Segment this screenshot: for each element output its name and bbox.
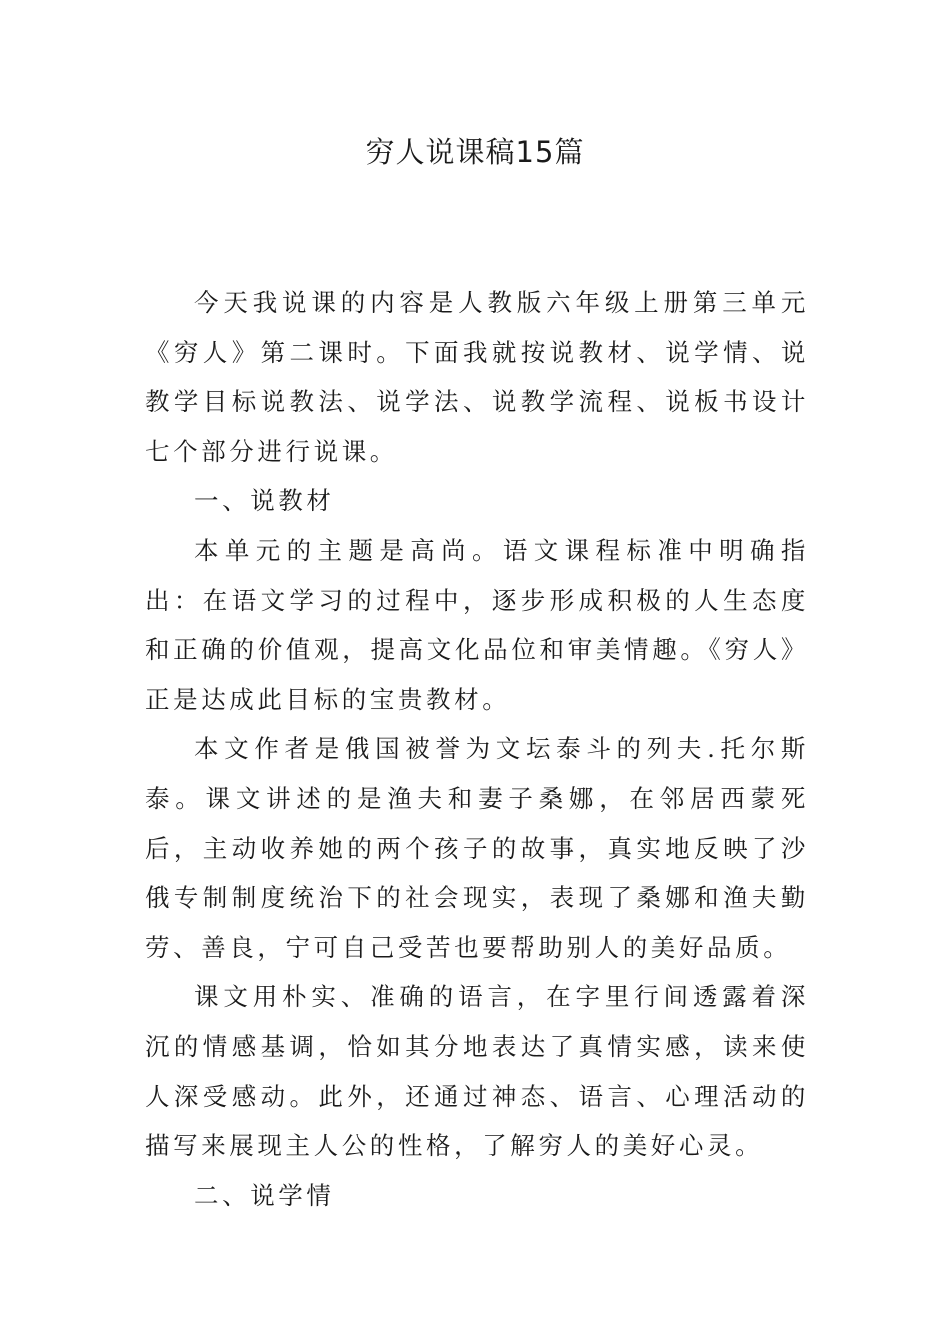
paragraph-language-style: 课文用朴实、准确的语言，在字里行间透露着深沉的情感基调，恰如其分地表达了真情实感，读来使人深受感动。此外，还通过神态、语言、心理活动的描写来展现主人公的性格，了解穷人的美好心灵。: [145, 982, 809, 1161]
paragraph-intro: 今天我说课的内容是人教版六年级上册第三单元《穷人》第二课时。下面我就按说教材、说学情、说教学目标说教法、说学法、说教学流程、说板书设计七个部分进行说课。: [145, 288, 809, 466]
section-heading-student-analysis: 二、说学情: [194, 1180, 335, 1210]
paragraph-author-story: 本文作者是俄国被誉为文坛泰斗的列夫.托尔斯泰。课文讲述的是渔夫和妻子桑娜，在邻居西蒙死后，主动收养她的两个孩子的故事，真实地反映了沙俄专制制度统治下的社会现实，表现了桑娜和渔夫勤劳、善良，宁可自己受苦也要帮助别人的美好品质。: [145, 734, 809, 962]
section-heading-teaching-material: 一、说教材: [194, 486, 335, 516]
paragraph-unit-theme: 本单元的主题是高尚。语文课程标准中明确指出：在语文学习的过程中，逐步形成积极的人生态度和正确的价值观，提高文化品位和审美情趣。《穷人》正是达成此目标的宝贵教材。: [145, 535, 809, 714]
document-body: [145, 278, 809, 1220]
document-title: 穷人说课稿15篇: [365, 135, 585, 169]
